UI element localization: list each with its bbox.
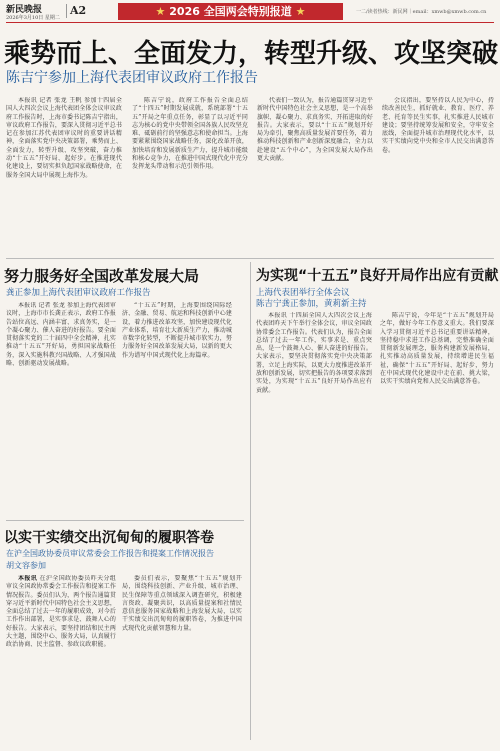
article-paragraph: “十五五”时期，上海要围绕国际经济、金融、贸易、航运和科技创新中心建设，着力推进改革攻坚，加快建设现代化产业体系，培育壮大新质生产力，推动城市数字化转型，不断提升城市软实力，努力服务好全国改革发展大局，以新的更大作为谱写中国式现代化上海篇章。	[122, 302, 232, 359]
left-section-column-2	[122, 302, 232, 512]
lead-column-2	[132, 97, 248, 250]
article-paragraph: 委员们表示，要聚焦“十五五”规划开局，围绕科技创新、产业升级、城市治理、民生保障等重点领域深入调查研究，积极建言资政、凝聚共识，以高质量提案和社情民意信息服务国家战略和上海发展大局，以实干实绩交出沉甸甸的履职答卷，为推进中国式现代化贡献智慧和力量。	[122, 575, 242, 632]
lead-column-3	[257, 97, 373, 250]
page-number: A2	[66, 4, 94, 18]
bottom-section-subtitle-2: 胡文容参加	[6, 561, 46, 570]
right-section-column-1	[256, 312, 372, 742]
column-divider	[250, 262, 251, 740]
lead-headline: 乘势而上、全面发力，转型升级、攻坚突破	[4, 39, 499, 69]
article-paragraph: 在沪全国政协委员昨天分组审议全国政协常委会工作报告和提案工作情况报告。委员们认为，两个报告通篇贯穿习近平新时代中国特色社会主义思想，全面总结了过去一年的履职成效，对今后工作作出部署，是实事求是、鼓舞人心的好报告。大家表示，要坚持团结和民主两大主题，围绕中心、服务大局，认真履行政治协商、民主监督、参政议政职能。	[6, 575, 116, 649]
article-paragraph: 陈吉宁说，今年是“十五五”规划开局之年，做好今年工作意义重大。我们要深入学习贯彻习近平总书记重要讲话精神，坚持稳中求进工作总基调，完整准确全面贯彻新发展理念，服务构建新发展格局，扎实推动高质量发展，持续增进民生福祉，确保“十五五”开好局、起好步，努力在中国式现代化建设中走在前、挑大梁，以实干实绩向党和人民交出满意答卷。	[380, 312, 494, 386]
masthead: 新民晚报	[6, 5, 43, 15]
issue-date: 2026年3月10日 星期二	[6, 15, 60, 21]
star-icon: ★	[155, 5, 166, 18]
section-divider	[6, 258, 494, 259]
lead-paragraph: 陈吉宁说，政府工作报告全面总结了“十四五”时期发展成就，系统部署“十五五”开局之年重点任务，彰显了以习近平同志为核心的党中央带领全国各族人民攻坚克难、砥砺前行的坚强意志和使命担当。上海要紧紧围绕国家战略任务，深化改革开放，加快培育和发展新质生产力，提升城市能级和核心竞争力，在推进中国式现代化中充分发挥龙头带动和示范引领作用。	[132, 97, 248, 171]
lead-paragraph: 会议指出，要坚持以人民为中心，持续改善民生，抓好就业、教育、医疗、养老、托育等民生实事，扎实推进人民城市建设；要坚持统筹发展和安全，守牢安全底线，全面提升城市治理现代化水平，以实干实绩向党中央和全市人民交出满意答卷。	[382, 97, 494, 154]
section-divider	[6, 520, 244, 521]
editor-line: 一二/读者热线：新民网｜email：xmwb@xmwb.com.cn	[356, 9, 487, 15]
article-paragraph: 本报讯 十四届全国人大四次会议上海代表团昨天下午举行全体会议，审议全国政协常委会工作报告。代表们认为，报告全面总结了过去一年工作，实事求是、重点突出，是一个鼓舞人心、催人奋进的好报告。大家表示，要坚决贯彻落实党中央决策部署，立足上海实际，以更大力度推进改革开放和创新发展，切实把报告的各项要求落到实处，为实现“十五五”良好开局作出应有贡献。	[256, 312, 372, 394]
bottom-section-column-1	[6, 575, 116, 743]
left-section-title: 努力服务好全国改革发展大局	[4, 267, 200, 285]
left-section-subtitle: 龚正参加上海代表团审议政府工作报告	[6, 288, 151, 298]
right-section-column-2	[380, 312, 494, 742]
star-icon: ★	[295, 5, 306, 18]
banner-title: 2026 全国两会特别报道	[169, 5, 292, 18]
page-header	[0, 0, 500, 30]
article-paragraph: 本报讯 记者 张龙 参加上海代表团审议时，上海市市长龚正表示，政府工作报告站位高远、内涵丰富、求真务实，是一个凝心聚力、催人奋进的好报告。要全面贯彻落实党的二十届四中全会精神，扎实推动“十五五”开好局，勇担国家战略任务，深入实施科教兴国战略、人才强国战略、创新驱动发展战略。	[6, 302, 116, 368]
lead-column-4	[382, 97, 494, 250]
right-section-subtitle-2: 陈吉宁龚正参加，黄莉新主持	[256, 299, 367, 309]
bottom-section-column-2	[122, 575, 242, 743]
bottom-section-subtitle-1: 在沪全国政协委员审议常委会工作报告和提案工作情况报告	[6, 549, 214, 558]
lead-column-1	[6, 97, 122, 250]
left-section-column-1	[6, 302, 116, 512]
byline: 本报讯	[18, 575, 38, 582]
lead-subhead: 陈吉宁参加上海代表团审议政府工作报告	[6, 70, 258, 86]
lead-paragraph: 代表们一致认为，报告通篇贯穿习近平新时代中国特色社会主义思想，是一个高举旗帜、凝心聚力、求真务实、开拓进取的好报告。大家表示，要以“十五五”规划开好局为牵引，聚焦高质量发展首要任务，着力推动科技创新和产业创新深度融合，全力以赴建设“五个中心”，为全国发展大局作出更大贡献。	[257, 97, 373, 163]
special-report-banner	[118, 3, 343, 20]
lead-paragraph: 本报讯 记者 张龙 王帆 参加十四届全国人大四次会议上海代表团全体会议审议政府工作报告时，上海市委书记陈吉宁指出，审议政府工作报告，要深入贯彻习近平总书记在参加江苏代表团审议时的重要讲话精神，全面落实党中央决策部署，乘势而上、全面发力，转型升级、攻坚突破，奋力推动“十五五”开好局、起好步。在推进现代化建设上，要切实担负起国家战略使命，在服务全国大局中展现上海作为。	[6, 97, 122, 179]
header-rule	[6, 22, 494, 23]
bottom-section-title: 以实干实绩交出沉甸甸的履职答卷	[4, 530, 214, 546]
right-section-subtitle-1: 上海代表团举行全体会议	[256, 288, 350, 298]
right-section-title: 为实现“十五五”良好开局作出应有贡献	[256, 268, 499, 284]
